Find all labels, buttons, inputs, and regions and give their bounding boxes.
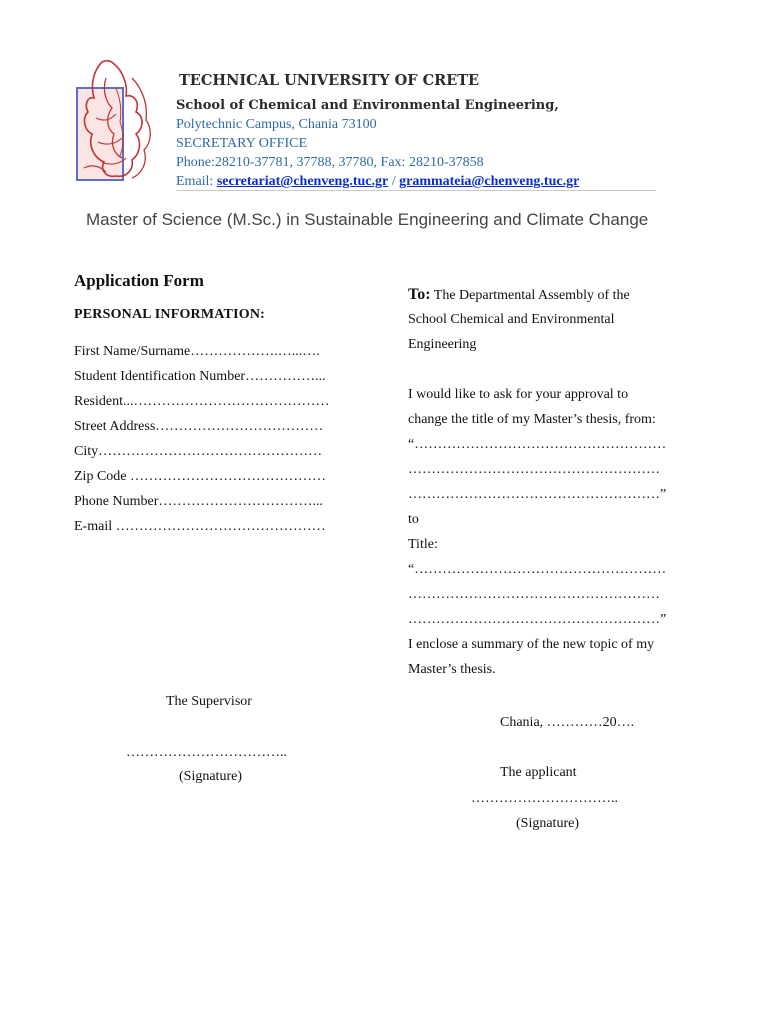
supervisor-signature-caption: (Signature) bbox=[179, 769, 242, 784]
email-line bbox=[176, 172, 666, 191]
university-seal-logo bbox=[76, 58, 158, 182]
old-title-line[interactable]: “……………………………………………… bbox=[408, 437, 667, 452]
field-resident[interactable]: Resident...…………………………………… bbox=[74, 394, 330, 409]
to-label: To: bbox=[408, 286, 431, 303]
office-name: SECRETARY OFFICE bbox=[176, 136, 307, 151]
letter-line: Title: bbox=[408, 537, 438, 552]
letterhead bbox=[176, 72, 666, 191]
applicant-signature-caption: (Signature) bbox=[516, 816, 579, 831]
letter-line: to bbox=[408, 512, 419, 527]
email-link-grammateia[interactable]: grammateia@chenveng.tuc.gr bbox=[399, 174, 580, 189]
application-form bbox=[74, 270, 374, 539]
letter-line: Master’s thesis. bbox=[408, 662, 496, 677]
letter-line: I enclose a summary of the new topic of my bbox=[408, 637, 655, 652]
school-name: School of Chemical and Environmental Engineering, bbox=[176, 98, 559, 113]
phone-fax: Phone:28210-37781, 37788, 37780, Fax: 28210-37858 bbox=[176, 155, 484, 170]
field-email[interactable]: E-mail ……………………………………… bbox=[74, 519, 326, 534]
campus-address: Polytechnic Campus, Chania 73100 bbox=[176, 117, 377, 132]
new-title-line[interactable]: ……………………………………………… bbox=[408, 587, 660, 602]
field-zip-code[interactable]: Zip Code …………………………………… bbox=[74, 469, 326, 484]
place-date[interactable]: Chania, …………20…. bbox=[500, 715, 635, 730]
supervisor-label: The Supervisor bbox=[166, 694, 252, 709]
addressee-text: The Departmental Assembly of the bbox=[430, 288, 630, 303]
email-link-secretariat[interactable]: secretariat@chenveng.tuc.gr bbox=[216, 174, 389, 189]
supervisor-signature-line[interactable]: …………………………….. bbox=[126, 745, 287, 760]
old-title-line[interactable]: ……………………………………………… bbox=[408, 462, 660, 477]
request-letter bbox=[408, 284, 708, 682]
letter-line: I would like to ask for your approval to bbox=[408, 387, 629, 402]
letter-blank-line bbox=[408, 357, 708, 382]
field-street-address[interactable]: Street Address……………………………… bbox=[74, 419, 324, 434]
field-city[interactable]: City………………………………………… bbox=[74, 444, 323, 459]
field-phone-number[interactable]: Phone Number……………………………... bbox=[74, 494, 323, 509]
letter-line: School Chemical and Environmental bbox=[408, 312, 615, 327]
addressee bbox=[408, 284, 708, 307]
university-name: TECHNICAL UNIVERSITY OF CRETE bbox=[179, 72, 480, 89]
email-label: Email: bbox=[176, 174, 217, 189]
personal-fields bbox=[74, 339, 374, 539]
new-title-line[interactable]: “……………………………………………… bbox=[408, 562, 667, 577]
form-title: Application Form bbox=[74, 271, 204, 290]
field-name-surname[interactable]: First Name/Surname……………….…...…. bbox=[74, 344, 320, 359]
personal-info-heading: PERSONAL INFORMATION: bbox=[74, 307, 266, 322]
letter-line: Engineering bbox=[408, 337, 477, 352]
new-title-line[interactable]: ………………………………………………” bbox=[408, 612, 667, 627]
applicant-label: The applicant bbox=[500, 765, 577, 780]
program-title: Master of Science (M.Sc.) in Sustainable Engineering and Climate Change bbox=[86, 210, 649, 229]
letter-line: change the title of my Master’s thesis, from: bbox=[408, 412, 656, 427]
header-divider bbox=[176, 190, 656, 191]
applicant-signature-line[interactable]: ………………………….. bbox=[471, 791, 618, 806]
email-separator: / bbox=[388, 174, 400, 189]
field-student-id[interactable]: Student Identification Number……………... bbox=[74, 369, 326, 384]
old-title-line[interactable]: ………………………………………………” bbox=[408, 487, 667, 502]
